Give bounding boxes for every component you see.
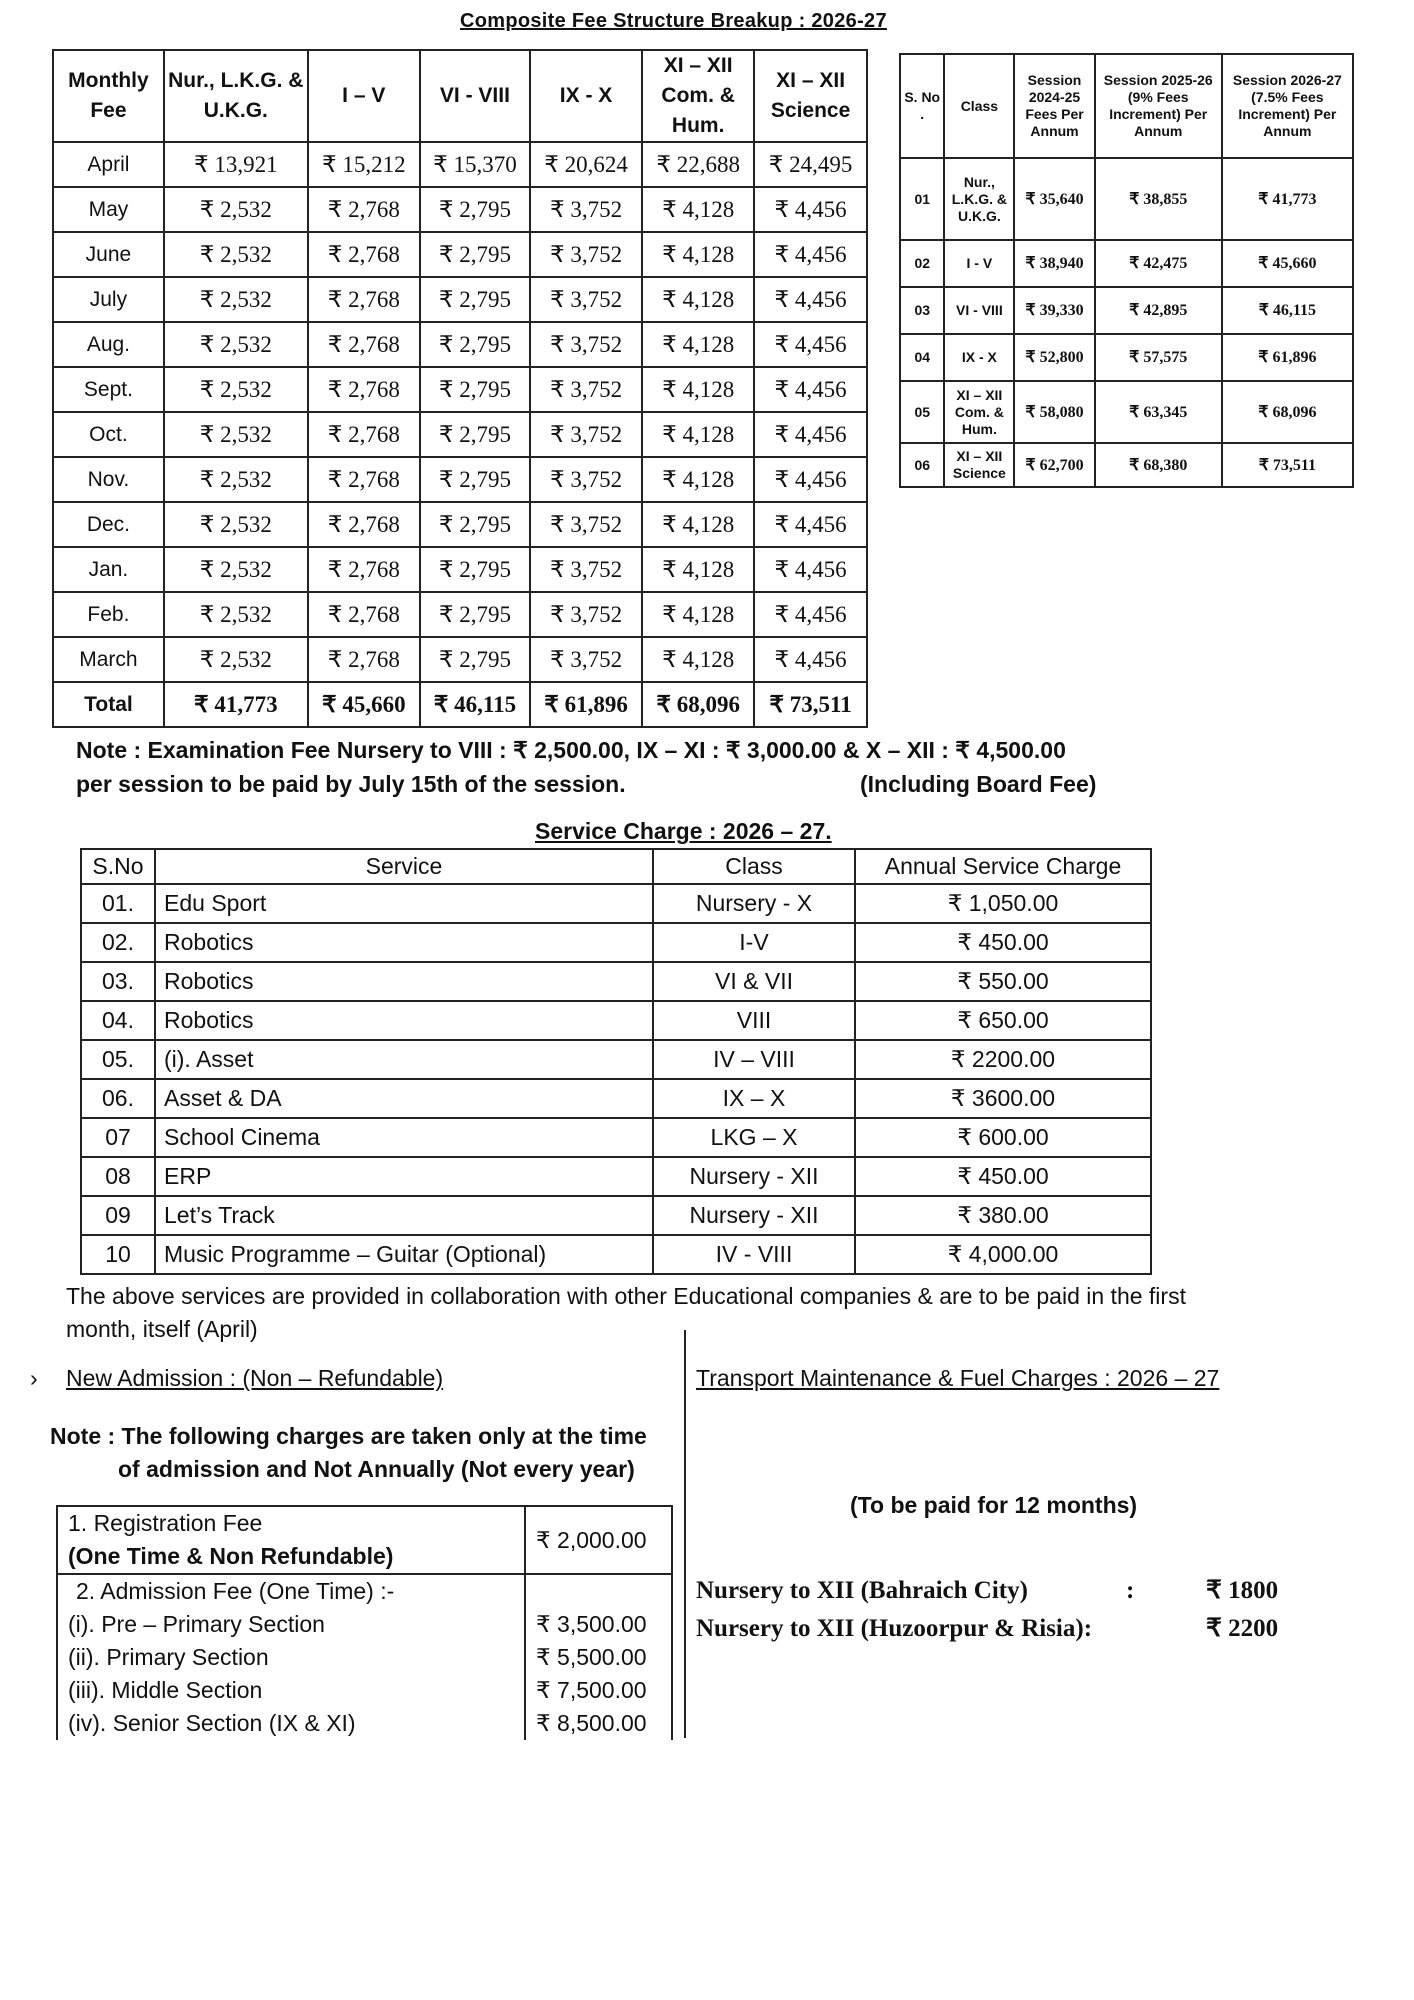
- fee-cell: ₹ 4,128: [642, 502, 754, 547]
- fee-cell: ₹ 2,768: [308, 502, 420, 547]
- table-row: [53, 277, 867, 322]
- table-row: [81, 1157, 1151, 1196]
- column-header: S.No: [81, 849, 155, 884]
- table-row: [57, 1506, 672, 1574]
- admission-item-fee: ₹ 5,500.00: [536, 1644, 647, 1670]
- month-cell: Aug.: [53, 322, 164, 367]
- table-row: [57, 1574, 672, 1740]
- fee-cell: ₹ 3,752: [530, 457, 642, 502]
- charge-cell: ₹ 3600.00: [855, 1079, 1151, 1118]
- table-row: [81, 962, 1151, 1001]
- column-header: Session 2026-27 (7.5% Fees Increment) Per Annum: [1222, 54, 1353, 158]
- fee-cell: ₹ 3,752: [530, 322, 642, 367]
- fee-cell: ₹ 4,456: [754, 412, 867, 457]
- section-divider: [684, 1330, 686, 1738]
- fee-cell: ₹ 4,456: [754, 637, 867, 682]
- fee-2025-26-cell: ₹ 68,380: [1095, 443, 1222, 487]
- fee-cell: ₹ 2,532: [164, 232, 308, 277]
- month-cell: Oct.: [53, 412, 164, 457]
- fee-cell: ₹ 2,532: [164, 187, 308, 232]
- fee-cell: ₹ 2,768: [308, 592, 420, 637]
- transport-amount: ₹ 2200: [1206, 1615, 1279, 1642]
- fee-cell: ₹ 2,532: [164, 277, 308, 322]
- fee-2024-25-cell: ₹ 58,080: [1014, 381, 1094, 443]
- fee-cell: ₹ 2,795: [420, 502, 530, 547]
- month-cell: Sept.: [53, 367, 164, 412]
- service-cell: (i). Asset: [155, 1040, 653, 1079]
- admission-item-label: (ii). Primary Section: [68, 1644, 269, 1670]
- registration-fee-label: [57, 1506, 525, 1574]
- fee-cell: ₹ 4,128: [642, 322, 754, 367]
- column-header: Annual Service Charge: [855, 849, 1151, 884]
- admission-fee-table: [56, 1505, 673, 1740]
- sno-cell: 05.: [81, 1040, 155, 1079]
- service-cell: Robotics: [155, 1001, 653, 1040]
- table-row: [53, 502, 867, 547]
- sno-cell: 02.: [81, 923, 155, 962]
- session-comparison-table: [899, 53, 1354, 488]
- table-row: [53, 232, 867, 277]
- fee-cell: ₹ 2,795: [420, 232, 530, 277]
- table-row: [81, 1079, 1151, 1118]
- charge-cell: ₹ 450.00: [855, 923, 1151, 962]
- month-cell: Dec.: [53, 502, 164, 547]
- table-row: [53, 457, 867, 502]
- registration-fee-amount: ₹ 2,000.00: [525, 1506, 672, 1574]
- table-row: [53, 187, 867, 232]
- class-cell: Nursery - XII: [653, 1157, 855, 1196]
- table-row: [53, 592, 867, 637]
- class-cell: Nursery - X: [653, 884, 855, 923]
- fee-cell: ₹ 2,768: [308, 367, 420, 412]
- admission-fee-labels: [57, 1574, 525, 1740]
- fee-cell: ₹ 3,752: [530, 277, 642, 322]
- transport-route-label: Nursery to XII (Huzoorpur & Risia):: [696, 1615, 1093, 1642]
- fee-cell: ₹ 3,752: [530, 637, 642, 682]
- table-row: [81, 1040, 1151, 1079]
- table-header-row: [81, 849, 1151, 884]
- column-header: Class: [944, 54, 1014, 158]
- sno-cell: 08: [81, 1157, 155, 1196]
- fee-cell: ₹ 4,128: [642, 187, 754, 232]
- class-cell: Nursery - XII: [653, 1196, 855, 1235]
- fee-cell: ₹ 2,795: [420, 367, 530, 412]
- table-header-row: [53, 50, 867, 142]
- fee-cell: ₹ 3,752: [530, 232, 642, 277]
- admission-fee-amounts: [525, 1574, 672, 1740]
- fee-cell: ₹ 4,456: [754, 187, 867, 232]
- column-header: Service: [155, 849, 653, 884]
- column-header: I – V: [308, 50, 420, 142]
- transport-row: [696, 1572, 1296, 1610]
- exam-fee-note: [76, 733, 1156, 801]
- fee-cell: ₹ 2,795: [420, 592, 530, 637]
- fee-cell: ₹ 2,532: [164, 502, 308, 547]
- exam-fee-note-line2-wrap: [76, 767, 1156, 801]
- service-footer-line2: month, itself (April): [66, 1316, 258, 1342]
- fee-cell: ₹ 4,128: [642, 232, 754, 277]
- fee-2025-26-cell: ₹ 38,855: [1095, 158, 1222, 240]
- column-header: XI – XII Com. & Hum.: [642, 50, 754, 142]
- class-cell: I - V: [944, 240, 1014, 287]
- class-cell: I-V: [653, 923, 855, 962]
- fee-cell: ₹ 13,921: [164, 142, 308, 187]
- fee-2026-27-cell: ₹ 46,115: [1222, 287, 1353, 334]
- sno-cell: 09: [81, 1196, 155, 1235]
- fee-cell: ₹ 2,795: [420, 187, 530, 232]
- fee-cell: ₹ 4,456: [754, 502, 867, 547]
- table-row: [81, 1001, 1151, 1040]
- column-header: Session 2024-25 Fees Per Annum: [1014, 54, 1094, 158]
- admission-item-label: (i). Pre – Primary Section: [68, 1611, 325, 1637]
- charge-cell: ₹ 2200.00: [855, 1040, 1151, 1079]
- fee-2026-27-cell: ₹ 73,511: [1222, 443, 1353, 487]
- service-cell: Edu Sport: [155, 884, 653, 923]
- sno-cell: 01.: [81, 884, 155, 923]
- fee-cell: ₹ 4,456: [754, 367, 867, 412]
- sno-cell: 06.: [81, 1079, 155, 1118]
- service-cell: School Cinema: [155, 1118, 653, 1157]
- fee-cell: ₹ 24,495: [754, 142, 867, 187]
- sno-cell: 03.: [81, 962, 155, 1001]
- column-header: Monthly Fee: [53, 50, 164, 142]
- fee-2025-26-cell: ₹ 42,895: [1095, 287, 1222, 334]
- sno-cell: 02: [900, 240, 944, 287]
- fee-cell: ₹ 4,128: [642, 457, 754, 502]
- charge-cell: ₹ 4,000.00: [855, 1235, 1151, 1274]
- column-header: IX - X: [530, 50, 642, 142]
- exam-fee-note-line2: per session to be paid by July 15th of the session.: [76, 771, 626, 797]
- composite-fee-table: [52, 49, 868, 728]
- total-cell: ₹ 61,896: [530, 682, 642, 727]
- fee-cell: ₹ 4,128: [642, 367, 754, 412]
- service-cell: Music Programme – Guitar (Optional): [155, 1235, 653, 1274]
- transport-row: [696, 1610, 1296, 1648]
- fee-cell: ₹ 3,752: [530, 187, 642, 232]
- transport-subtitle: (To be paid for 12 months): [850, 1492, 1138, 1518]
- fee-cell: ₹ 2,532: [164, 367, 308, 412]
- fee-cell: ₹ 4,456: [754, 277, 867, 322]
- composite-fee-title: Composite Fee Structure Breakup : 2026-27: [460, 10, 887, 32]
- fee-cell: ₹ 4,128: [642, 547, 754, 592]
- fee-cell: ₹ 2,795: [420, 322, 530, 367]
- fee-cell: ₹ 2,532: [164, 547, 308, 592]
- table-row: [81, 923, 1151, 962]
- fee-cell: ₹ 2,532: [164, 457, 308, 502]
- service-cell: Robotics: [155, 923, 653, 962]
- column-header: Nur., L.K.G. & U.K.G.: [164, 50, 308, 142]
- month-cell: June: [53, 232, 164, 277]
- fee-cell: ₹ 2,768: [308, 637, 420, 682]
- fee-cell: ₹ 4,128: [642, 277, 754, 322]
- transport-amount: ₹ 1800: [1206, 1577, 1279, 1604]
- table-row: [81, 1235, 1151, 1274]
- transport-route-label: Nursery to XII (Bahraich City): [696, 1577, 1028, 1604]
- fee-2024-25-cell: ₹ 62,700: [1014, 443, 1094, 487]
- transport-separator: :: [1126, 1577, 1135, 1604]
- class-cell: IV – VIII: [653, 1040, 855, 1079]
- table-row: [81, 1118, 1151, 1157]
- fee-2024-25-cell: ₹ 38,940: [1014, 240, 1094, 287]
- total-cell: ₹ 68,096: [642, 682, 754, 727]
- fee-cell: ₹ 2,768: [308, 412, 420, 457]
- service-footer-note: [66, 1280, 1366, 1346]
- total-cell: ₹ 73,511: [754, 682, 867, 727]
- table-row: [900, 334, 1353, 381]
- fee-2025-26-cell: ₹ 42,475: [1095, 240, 1222, 287]
- fee-cell: ₹ 3,752: [530, 502, 642, 547]
- fee-cell: ₹ 4,456: [754, 547, 867, 592]
- fee-2024-25-cell: ₹ 39,330: [1014, 287, 1094, 334]
- column-header: S. No .: [900, 54, 944, 158]
- admission-item-fee: ₹ 8,500.00: [536, 1710, 647, 1736]
- table-header-row: [900, 54, 1353, 158]
- class-cell: IV - VIII: [653, 1235, 855, 1274]
- sno-cell: 01: [900, 158, 944, 240]
- column-header: Session 2025-26 (9% Fees Increment) Per Annum: [1095, 54, 1222, 158]
- month-cell: April: [53, 142, 164, 187]
- class-cell: LKG – X: [653, 1118, 855, 1157]
- fee-2025-26-cell: ₹ 57,575: [1095, 334, 1222, 381]
- charge-cell: ₹ 380.00: [855, 1196, 1151, 1235]
- fee-cell: ₹ 3,752: [530, 592, 642, 637]
- month-cell: March: [53, 637, 164, 682]
- table-row: [900, 381, 1353, 443]
- table-row: [900, 443, 1353, 487]
- fee-cell: ₹ 3,752: [530, 367, 642, 412]
- service-cell: ERP: [155, 1157, 653, 1196]
- month-cell: Jan.: [53, 547, 164, 592]
- column-header: Class: [653, 849, 855, 884]
- fee-2026-27-cell: ₹ 45,660: [1222, 240, 1353, 287]
- charge-cell: ₹ 600.00: [855, 1118, 1151, 1157]
- sno-cell: 04: [900, 334, 944, 381]
- service-cell: Robotics: [155, 962, 653, 1001]
- service-cell: Asset & DA: [155, 1079, 653, 1118]
- sno-cell: 04.: [81, 1001, 155, 1040]
- table-row: [900, 158, 1353, 240]
- table-row: [900, 287, 1353, 334]
- fee-2025-26-cell: ₹ 63,345: [1095, 381, 1222, 443]
- service-footer-line1: The above services are provided in collaboration with other Educational companies & are to be paid in the first: [66, 1283, 1186, 1309]
- class-cell: XI – XII Com. & Hum.: [944, 381, 1014, 443]
- table-row: [53, 412, 867, 457]
- fee-cell: ₹ 2,768: [308, 187, 420, 232]
- admission-item-fee: ₹ 3,500.00: [536, 1611, 647, 1637]
- class-cell: IX - X: [944, 334, 1014, 381]
- sno-cell: 03: [900, 287, 944, 334]
- table-row: [53, 547, 867, 592]
- column-header: VI - VIII: [420, 50, 530, 142]
- fee-cell: ₹ 2,532: [164, 322, 308, 367]
- total-cell: ₹ 45,660: [308, 682, 420, 727]
- fee-cell: ₹ 15,212: [308, 142, 420, 187]
- admission-bullet-icon: ›: [30, 1365, 38, 1391]
- class-cell: VI - VIII: [944, 287, 1014, 334]
- sno-cell: 06: [900, 443, 944, 487]
- fee-cell: ₹ 2,532: [164, 592, 308, 637]
- fee-cell: ₹ 2,768: [308, 322, 420, 367]
- fee-cell: ₹ 2,795: [420, 412, 530, 457]
- total-label: Total: [53, 682, 164, 727]
- charge-cell: ₹ 550.00: [855, 962, 1151, 1001]
- fee-cell: ₹ 2,795: [420, 547, 530, 592]
- exam-fee-note-board: (Including Board Fee): [860, 771, 1097, 797]
- admission-note-line1: Note : The following charges are taken only at the time: [50, 1423, 647, 1449]
- table-row: [900, 240, 1353, 287]
- admission-title: New Admission : (Non – Refundable): [66, 1365, 444, 1391]
- service-cell: Let’s Track: [155, 1196, 653, 1235]
- month-cell: May: [53, 187, 164, 232]
- fee-2026-27-cell: ₹ 41,773: [1222, 158, 1353, 240]
- table-row: [53, 367, 867, 412]
- charge-cell: ₹ 450.00: [855, 1157, 1151, 1196]
- month-cell: Feb.: [53, 592, 164, 637]
- sno-cell: 10: [81, 1235, 155, 1274]
- fee-cell: ₹ 4,128: [642, 637, 754, 682]
- admission-fee-heading: 2. Admission Fee (One Time) :-: [76, 1578, 395, 1604]
- registration-label-line2: (One Time & Non Refundable): [68, 1543, 394, 1569]
- table-row: [53, 637, 867, 682]
- service-charge-title: Service Charge : 2026 – 27.: [535, 818, 832, 844]
- fee-cell: ₹ 4,128: [642, 592, 754, 637]
- column-header: XI – XII Science: [754, 50, 867, 142]
- fee-cell: ₹ 2,768: [308, 547, 420, 592]
- fee-cell: ₹ 2,795: [420, 637, 530, 682]
- fee-cell: ₹ 2,795: [420, 277, 530, 322]
- class-cell: VIII: [653, 1001, 855, 1040]
- service-charge-table: [80, 848, 1152, 1275]
- admission-note: [50, 1420, 690, 1486]
- fee-2024-25-cell: ₹ 35,640: [1014, 158, 1094, 240]
- fee-2026-27-cell: ₹ 61,896: [1222, 334, 1353, 381]
- exam-fee-note-line1: Note : Examination Fee Nursery to VIII : ₹ 2,500.00, IX – XI : ₹ 3,000.00 & X – XII : ₹ 4,500.00: [76, 737, 1066, 763]
- class-cell: XI – XII Science: [944, 443, 1014, 487]
- table-row: [81, 1196, 1151, 1235]
- fee-2026-27-cell: ₹ 68,096: [1222, 381, 1353, 443]
- sno-cell: 07: [81, 1118, 155, 1157]
- sno-cell: 05: [900, 381, 944, 443]
- fee-cell: ₹ 3,752: [530, 412, 642, 457]
- fee-cell: ₹ 4,456: [754, 232, 867, 277]
- fee-2024-25-cell: ₹ 52,800: [1014, 334, 1094, 381]
- table-row: [53, 142, 867, 187]
- fee-cell: ₹ 4,456: [754, 457, 867, 502]
- fee-cell: ₹ 4,128: [642, 412, 754, 457]
- fee-cell: ₹ 2,532: [164, 637, 308, 682]
- fee-cell: ₹ 22,688: [642, 142, 754, 187]
- class-cell: IX – X: [653, 1079, 855, 1118]
- fee-cell: ₹ 2,795: [420, 457, 530, 502]
- fee-cell: ₹ 4,456: [754, 322, 867, 367]
- fee-cell: ₹ 2,768: [308, 457, 420, 502]
- admission-note-line2: of admission and Not Annually (Not every year): [118, 1456, 635, 1482]
- fee-cell: ₹ 2,768: [308, 277, 420, 322]
- charge-cell: ₹ 650.00: [855, 1001, 1151, 1040]
- month-cell: Nov.: [53, 457, 164, 502]
- admission-item-fee: ₹ 7,500.00: [536, 1677, 647, 1703]
- table-row: [81, 884, 1151, 923]
- transport-rates: [696, 1572, 1296, 1648]
- admission-item-label: (iv). Senior Section (IX & XI): [68, 1710, 356, 1736]
- fee-cell: ₹ 3,752: [530, 547, 642, 592]
- registration-label-line1: 1. Registration Fee: [68, 1510, 263, 1536]
- fee-cell: ₹ 20,624: [530, 142, 642, 187]
- total-cell: ₹ 46,115: [420, 682, 530, 727]
- charge-cell: ₹ 1,050.00: [855, 884, 1151, 923]
- fee-cell: ₹ 4,456: [754, 592, 867, 637]
- month-cell: July: [53, 277, 164, 322]
- fee-cell: ₹ 2,768: [308, 232, 420, 277]
- fee-cell: ₹ 2,532: [164, 412, 308, 457]
- total-row: [53, 682, 867, 727]
- total-cell: ₹ 41,773: [164, 682, 308, 727]
- class-cell: Nur., L.K.G. & U.K.G.: [944, 158, 1014, 240]
- class-cell: VI & VII: [653, 962, 855, 1001]
- fee-cell: ₹ 15,370: [420, 142, 530, 187]
- table-row: [53, 322, 867, 367]
- transport-title: Transport Maintenance & Fuel Charges : 2026 – 27: [696, 1365, 1220, 1391]
- admission-item-label: (iii). Middle Section: [68, 1677, 263, 1703]
